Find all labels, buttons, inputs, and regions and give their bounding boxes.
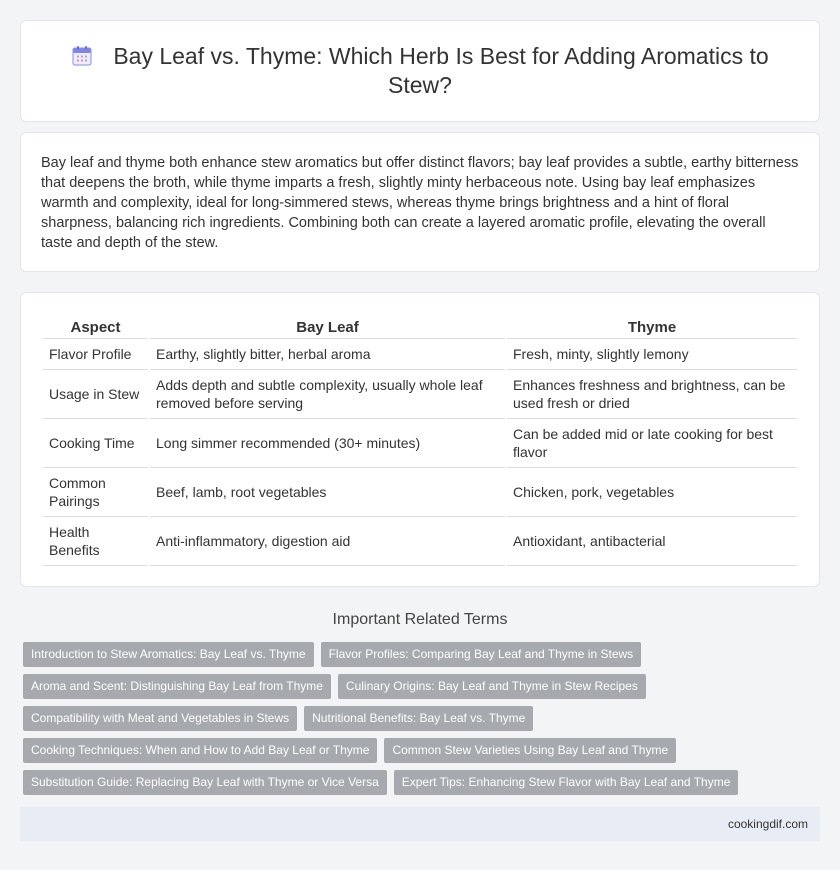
table-cell: Earthy, slightly bitter, herbal aroma	[150, 339, 505, 370]
related-term-tag[interactable]: Common Stew Varieties Using Bay Leaf and Thyme	[384, 738, 676, 763]
table-cell: Flavor Profile	[43, 339, 148, 370]
related-term-tag[interactable]: Compatibility with Meat and Vegetables in Stews	[23, 706, 297, 731]
table-header-cell: Thyme	[507, 313, 797, 339]
comparison-table	[41, 313, 799, 566]
related-term-tag[interactable]: Expert Tips: Enhancing Stew Flavor with Bay Leaf and Thyme	[394, 770, 739, 795]
related-terms-title: Important Related Terms	[332, 611, 508, 628]
table-header-cell: Aspect	[43, 313, 148, 339]
table-row	[43, 419, 797, 468]
related-term-tag[interactable]: Substitution Guide: Replacing Bay Leaf with Thyme or Vice Versa	[23, 770, 387, 795]
footer-site-link[interactable]: cookingdif.com	[727, 817, 808, 831]
related-term-tag[interactable]: Nutritional Benefits: Bay Leaf vs. Thyme	[304, 706, 533, 731]
table-row	[43, 339, 797, 370]
table-cell: Health Benefits	[43, 517, 148, 566]
page-title-text: Bay Leaf vs. Thyme: Which Herb Is Best for Adding Aromatics to Stew?	[113, 43, 769, 98]
related-terms-list	[20, 642, 820, 795]
table-header-cell: Bay Leaf	[150, 313, 505, 339]
intro-text: Bay leaf and thyme both enhance stew aromatics but offer distinct flavors; bay leaf provides a subtle, earthy bitterness that deepens the broth, while thyme imparts a fresh, slightly minty herbaceous note. Using bay leaf emphasizes warmth and complexity, ideal for long-simmered stews, whereas thyme brings brightness and a hint of floral sharpness, balancing rich ingredients. Combining both can create a layered aromatic profile, elevating the overall taste and depth of the stew.	[41, 155, 799, 251]
table-cell: Cooking Time	[43, 419, 148, 468]
table-cell: Anti-inflammatory, digestion aid	[150, 517, 505, 566]
table-header-row	[43, 313, 797, 339]
table-row	[43, 517, 797, 566]
intro-card	[20, 132, 820, 272]
table-cell: Enhances freshness and brightness, can be used fresh or dried	[507, 370, 797, 419]
table-cell: Common Pairings	[43, 468, 148, 517]
comparison-table-card	[20, 292, 820, 587]
table-cell: Long simmer recommended (30+ minutes)	[150, 419, 505, 468]
related-term-tag[interactable]: Aroma and Scent: Distinguishing Bay Leaf from Thyme	[23, 674, 331, 699]
related-term-tag[interactable]: Culinary Origins: Bay Leaf and Thyme in Stew Recipes	[338, 674, 646, 699]
table-row	[43, 370, 797, 419]
page-title	[61, 42, 779, 100]
table-cell: Can be added mid or late cooking for best flavor	[507, 419, 797, 468]
table-cell: Adds depth and subtle complexity, usually whole leaf removed before serving	[150, 370, 505, 419]
title-card	[20, 20, 820, 122]
related-term-tag[interactable]: Flavor Profiles: Comparing Bay Leaf and Thyme in Stews	[321, 642, 642, 667]
table-cell: Chicken, pork, vegetables	[507, 468, 797, 517]
table-cell: Antioxidant, antibacterial	[507, 517, 797, 566]
table-row	[43, 468, 797, 517]
calendar-icon	[71, 45, 93, 67]
table-cell: Usage in Stew	[43, 370, 148, 419]
related-term-tag[interactable]: Introduction to Stew Aromatics: Bay Leaf vs. Thyme	[23, 642, 314, 667]
footer	[20, 807, 820, 841]
table-cell: Fresh, minty, slightly lemony	[507, 339, 797, 370]
related-term-tag[interactable]: Cooking Techniques: When and How to Add Bay Leaf or Thyme	[23, 738, 377, 763]
table-cell: Beef, lamb, root vegetables	[150, 468, 505, 517]
